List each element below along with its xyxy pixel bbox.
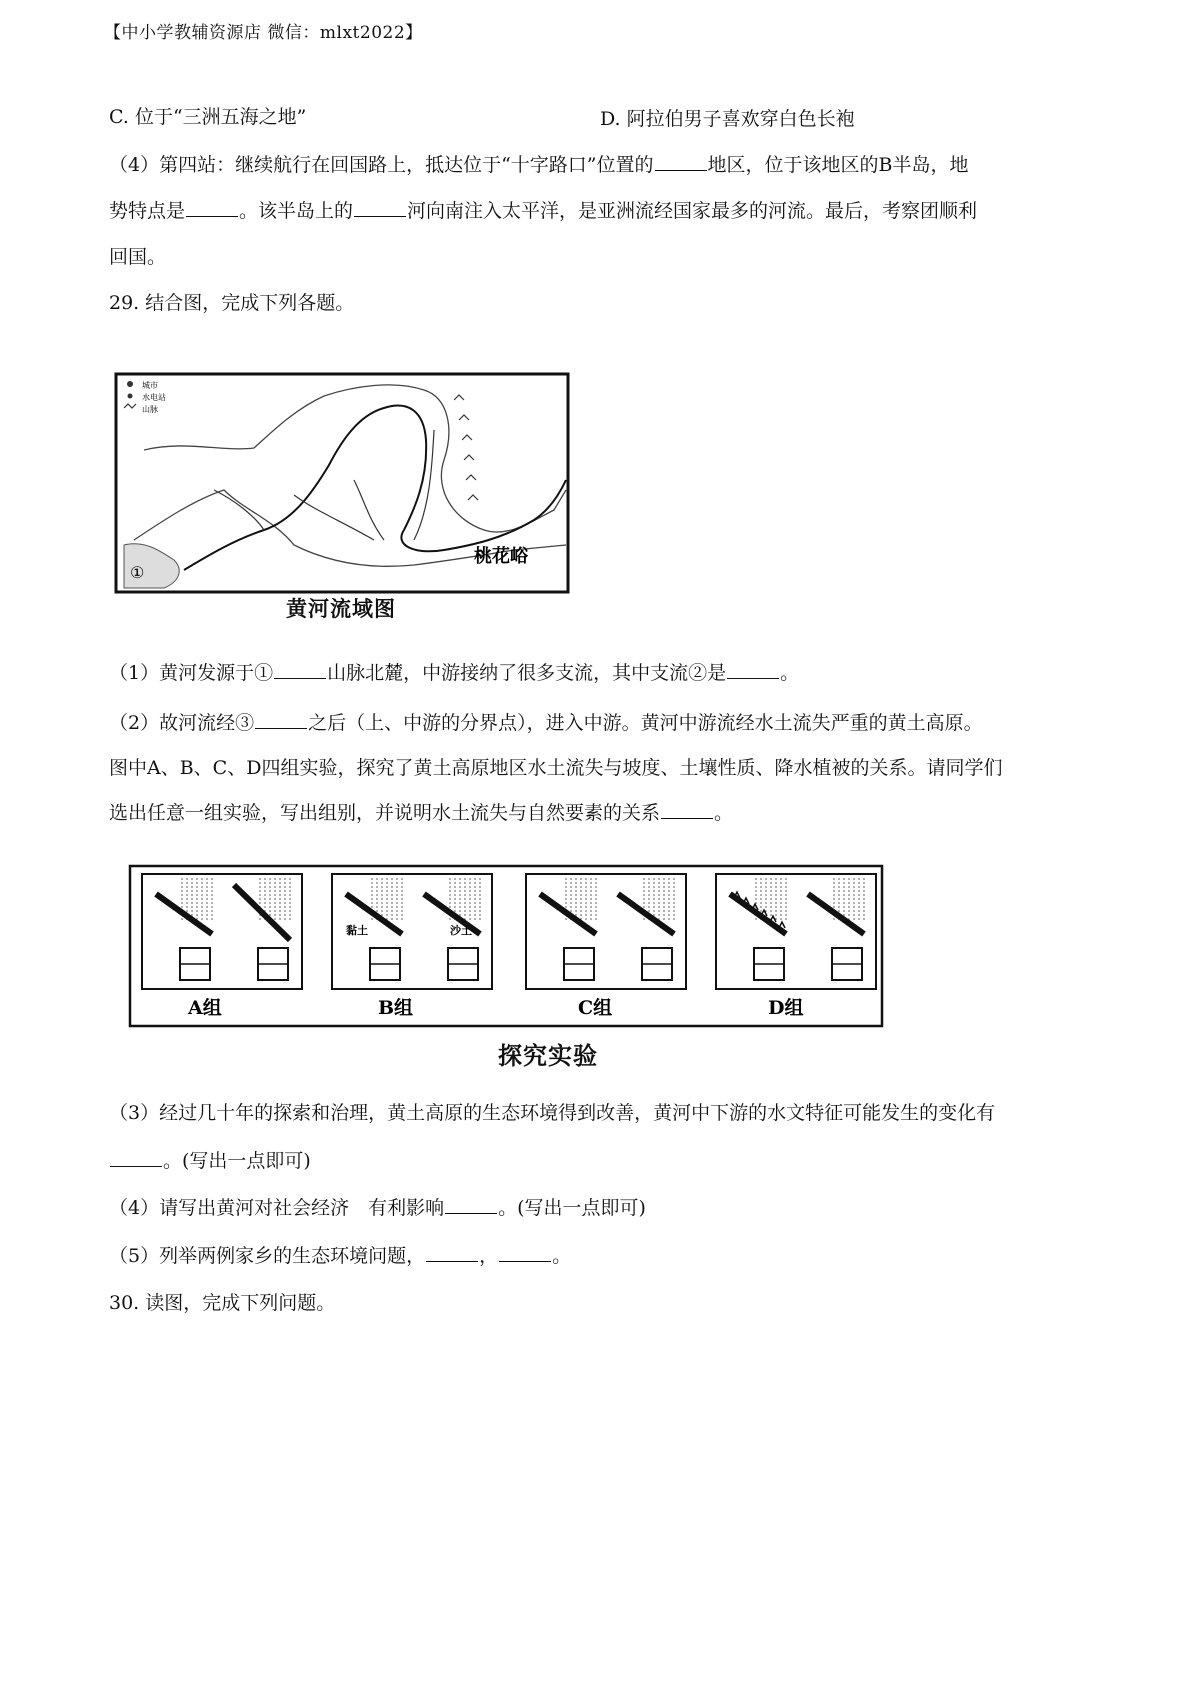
q30-stem: 30. 读图，完成下列问题。 bbox=[109, 1292, 336, 1314]
answer-blank bbox=[426, 1243, 478, 1262]
q29-text: 。 bbox=[552, 1245, 572, 1267]
q29-sub3-line1: （3）经过几十年的探索和治理，黄土高原的生态环境得到改善，黄河中下游的水文特征可能发生的变化有 bbox=[109, 1102, 996, 1124]
q29-sub5 bbox=[109, 1243, 571, 1269]
q29-text: （2）故河流经③ bbox=[109, 712, 255, 734]
q29-sub3-line2 bbox=[109, 1148, 311, 1174]
q29-text: 。 bbox=[714, 802, 734, 824]
q29-text: 。(写出一点即可) bbox=[163, 1150, 311, 1172]
map-place-label: 桃花峪 bbox=[474, 546, 528, 567]
answer-blank bbox=[274, 660, 326, 679]
answer-blank bbox=[661, 800, 713, 819]
group-label-c: C组 bbox=[578, 997, 613, 1019]
experiment-figure bbox=[128, 864, 888, 1074]
map-marker-1: ① bbox=[130, 563, 145, 582]
q29-text: 山脉北麓，中游接纳了很多支流，其中支流②是 bbox=[327, 662, 727, 684]
q29-sub2-line3 bbox=[109, 800, 733, 826]
legend-mountain: 山脉 bbox=[142, 405, 158, 414]
q28-part4-line1 bbox=[109, 152, 969, 178]
yellow-river-map bbox=[114, 370, 574, 630]
answer-blank bbox=[499, 1243, 551, 1262]
q29-text: 之后（上、中游的分界点），进入中游。黄河中游流经水土流失严重的黄土高原。 bbox=[308, 712, 983, 734]
q29-text: （5）列举两例家乡的生态环境问题， bbox=[109, 1245, 426, 1267]
legend-city: 城市 bbox=[142, 381, 158, 390]
q29-sub1 bbox=[109, 660, 799, 686]
soil-label-sand: 沙土 bbox=[450, 924, 472, 937]
group-label-b: B组 bbox=[378, 997, 414, 1019]
group-label-d: D组 bbox=[768, 997, 804, 1019]
q28-part4-line2 bbox=[109, 198, 977, 224]
answer-blank bbox=[354, 198, 406, 217]
q29-text: 选出任意一组实验，写出组别，并说明水土流失与自然要素的关系 bbox=[109, 802, 661, 824]
q29-sub2-line1 bbox=[109, 710, 983, 736]
q29-text: ， bbox=[479, 1245, 499, 1267]
q29-sub4 bbox=[109, 1195, 646, 1221]
q29-sub2-line2: 图中A、B、C、D四组实验，探究了黄土高原地区水土流失与坡度、土壤性质、降水植被的关系。请同学们 bbox=[109, 757, 1003, 779]
soil-label-clay: 黏土 bbox=[346, 924, 368, 937]
q28-text: 。该半岛上的 bbox=[239, 200, 354, 222]
q28-text: （4）第四站：继续航行在回国路上，抵达位于“十字路口”位置的 bbox=[109, 154, 654, 176]
answer-blank bbox=[655, 152, 707, 171]
answer-blank bbox=[445, 1195, 497, 1214]
q29-text: （1）黄河发源于① bbox=[109, 662, 274, 684]
answer-blank bbox=[727, 660, 779, 679]
answer-blank bbox=[255, 710, 307, 729]
q28-text: 势特点是 bbox=[109, 200, 186, 222]
q29-text: （4）请写出黄河对社会经济 有利影响 bbox=[109, 1197, 445, 1219]
q29-stem: 29. 结合图，完成下列各题。 bbox=[109, 292, 355, 314]
experiment-caption: 探究实验 bbox=[498, 1041, 598, 1070]
q28-text: 河向南注入太平洋，是亚洲流经国家最多的河流。最后，考察团顺利 bbox=[407, 200, 978, 222]
legend-hydro: 水电站 bbox=[142, 393, 166, 402]
answer-blank bbox=[110, 1148, 162, 1167]
q28-text: 地区，位于该地区的B半岛，地 bbox=[707, 154, 969, 176]
page-header: 【中小学教辅资源店 微信：mlxt2022】 bbox=[104, 23, 423, 43]
q29-text: 。(写出一点即可) bbox=[498, 1197, 646, 1219]
q29-text: 。 bbox=[780, 662, 800, 684]
group-label-a: A组 bbox=[188, 997, 222, 1019]
map-caption: 黄河流域图 bbox=[286, 596, 396, 621]
answer-blank bbox=[186, 198, 238, 217]
q28-part4-line3: 回国。 bbox=[109, 246, 167, 268]
option-c: C. 位于“三洲五海之地” bbox=[109, 106, 307, 128]
option-d: D. 阿拉伯男子喜欢穿白色长袍 bbox=[600, 108, 855, 130]
